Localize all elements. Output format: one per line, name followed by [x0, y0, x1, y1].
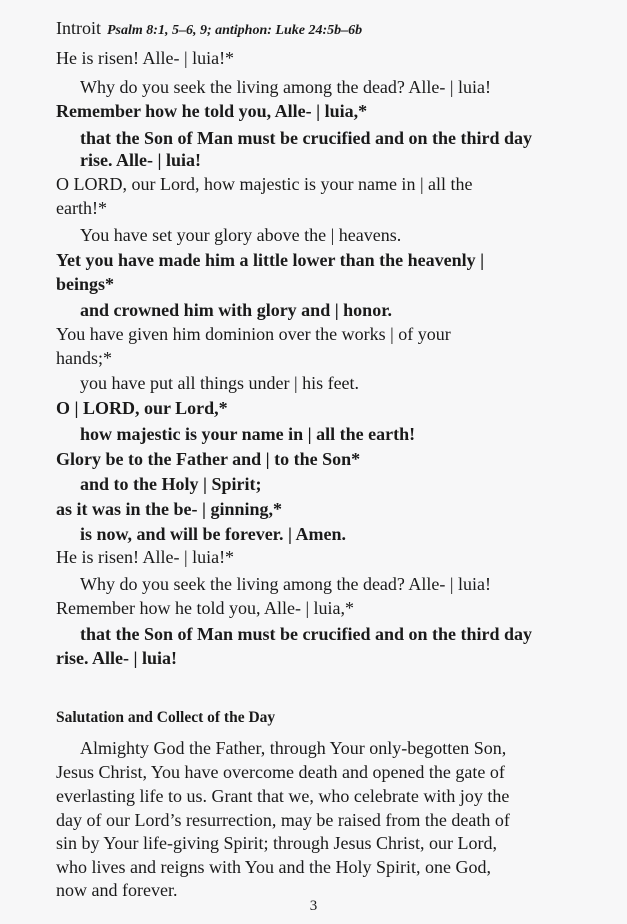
- introit-line-21: He is risen! Alle- | luia!*: [56, 547, 235, 567]
- collect-line-1: Almighty God the Father, through Your only-begotten Son,: [80, 738, 507, 758]
- introit-line-10: beings*: [56, 274, 115, 294]
- introit-line-18: and to the Holy | Spirit;: [80, 474, 262, 494]
- introit-line-25: rise. Alle- | luia!: [56, 648, 177, 668]
- introit-line-19: as it was in the be- | ginning,*: [56, 499, 283, 519]
- introit-line-16: how majestic is your name in | all the earth!: [80, 424, 416, 444]
- introit-line-8: You have set your glory above the | heavens.: [80, 225, 402, 245]
- introit-line-9: Yet you have made him a little lower than the heavenly |: [56, 250, 485, 270]
- introit-line-6-text: O LORD, our Lord, how majestic is your name in | all the: [56, 174, 473, 194]
- collect-line-2: Jesus Christ, You have overcome death and opened the gate of: [56, 762, 505, 782]
- introit-line-13: hands;*: [56, 348, 112, 368]
- introit-line-2: Why do you seek the living among the dead? Alle- | luia!: [80, 77, 491, 97]
- introit-line-11: and crowned him with glory and | honor.: [80, 300, 393, 320]
- introit-line-14: you have put all things under | his feet.: [80, 373, 360, 393]
- introit-reference: Psalm 8:1, 5–6, 9; antiphon: Luke 24:5b–6b: [107, 23, 363, 38]
- introit-line-22: Why do you seek the living among the dead? Alle- | luia!: [80, 574, 491, 594]
- introit-line-4: that the Son of Man must be crucified and on the third day: [80, 128, 533, 148]
- collect-line-4: day of our Lord’s resurrection, may be raised from the death of: [56, 810, 510, 830]
- collect-line-6: who lives and reigns with You and the Holy Spirit, one God,: [56, 857, 491, 877]
- collect-line-3: everlasting life to us. Grant that we, who celebrate with joy the: [56, 786, 510, 806]
- introit-heading: Introit: [56, 18, 101, 38]
- introit-line-24: that the Son of Man must be crucified and on the third day: [80, 624, 533, 644]
- introit-line-17: Glory be to the Father and | to the Son*: [56, 449, 361, 469]
- introit-line-20: is now, and will be forever. | Amen.: [80, 524, 346, 544]
- introit-line-23: Remember how he told you, Alle- | luia,*: [56, 598, 355, 618]
- page-number: 3: [309, 898, 318, 914]
- introit-line-6: [56, 172, 473, 196]
- collect-line-5: sin by Your life-giving Spirit; through Jesus Christ, our Lord,: [56, 833, 498, 853]
- introit-line-1: He is risen! Alle- | luia!*: [56, 48, 235, 68]
- introit-heading-line: [56, 16, 362, 43]
- introit-line-15: O | LORD, our Lord,*: [56, 398, 228, 418]
- collect-line-7: now and forever.: [56, 880, 178, 900]
- introit-line-12: You have given him dominion over the works | of your: [56, 324, 451, 344]
- collect-title: Salutation and Collect of the Day: [56, 709, 276, 726]
- introit-line-5: rise. Alle- | luia!: [80, 150, 201, 170]
- introit-line-7: earth!*: [56, 198, 107, 218]
- introit-line-3: Remember how he told you, Alle- | luia,*: [56, 101, 368, 121]
